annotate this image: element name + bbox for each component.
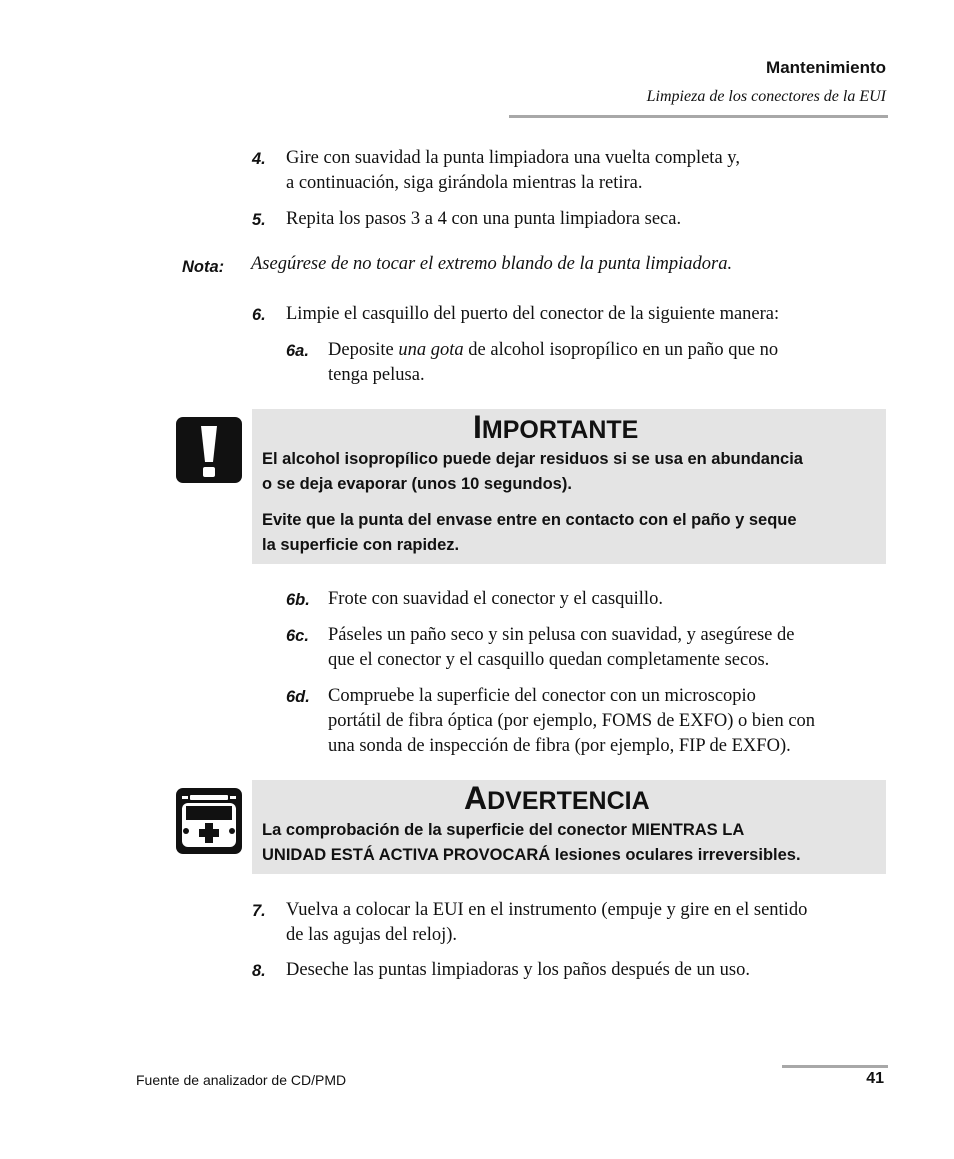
- important-paragraph-1: [262, 447, 803, 497]
- text-line: UNIDAD ESTÁ ACTIVA PROVOCARÁ lesiones oculares irreversibles.: [262, 846, 801, 864]
- exclamation-icon: [175, 416, 243, 484]
- text-line: El alcohol isopropílico puede dejar residuos si se usa en abundancia: [262, 450, 803, 468]
- page-number: 41: [866, 1070, 884, 1087]
- step-number: 5.: [252, 211, 266, 229]
- step-number: 6d.: [286, 688, 310, 706]
- title-rest: DVERTENCIA: [487, 787, 650, 815]
- warning-title: [464, 780, 650, 817]
- text-run: Deposite: [328, 340, 399, 360]
- footer-document-title: Fuente de analizador de CD/PMD: [136, 1072, 347, 1088]
- step-4-text: [286, 146, 740, 196]
- step-number: 6b.: [286, 591, 310, 609]
- text-line: o se deja evaporar (unos 10 segundos).: [262, 475, 572, 493]
- running-header-subtitle: Limpieza de los conectores de la EUI: [646, 88, 886, 105]
- header-rule: [509, 115, 888, 118]
- running-header-title: Mantenimiento: [766, 58, 886, 77]
- text-line: Evite que la punta del envase entre en contacto con el paño y seque: [262, 511, 797, 529]
- title-rest: MPORTANTE: [481, 416, 639, 444]
- important-box: [252, 409, 886, 564]
- important-paragraph-2: [262, 508, 797, 558]
- step-number: 4.: [252, 150, 266, 168]
- text-line: a continuación, siga girándola mientras la retira.: [286, 173, 643, 193]
- step-8-text: Deseche las puntas limpiadoras y los paños después de un uso.: [286, 960, 750, 980]
- ambulance-icon: [175, 787, 243, 855]
- step-6b-text: Frote con suavidad el conector y el casquillo.: [328, 589, 663, 609]
- step-number: 7.: [252, 902, 266, 920]
- text-line: la superficie con rapidez.: [262, 536, 460, 554]
- text-run: de alcohol isopropílico en un paño que no: [463, 340, 779, 360]
- important-title: [473, 409, 638, 446]
- emphasis-text: una gota: [398, 340, 464, 360]
- text-line: de las agujas del reloj).: [286, 925, 458, 945]
- text-line: Páseles un paño seco y sin pelusa con suavidad, y asegúrese de: [328, 625, 795, 645]
- step-6-text: Limpie el casquillo del puerto del conector de la siguiente manera:: [286, 304, 780, 324]
- step-5-text: Repita los pasos 3 a 4 con una punta limpiadora seca.: [286, 209, 682, 229]
- text-line: Compruebe la superficie del conector con un microscopio: [328, 686, 756, 706]
- note-label: Nota:: [182, 258, 225, 276]
- footer-rule: [782, 1065, 888, 1068]
- text-line: [328, 338, 778, 363]
- step-6d-text: [328, 684, 815, 759]
- text-line: Vuelva a colocar la EUI en el instrumento (empuje y gire en el sentido: [286, 900, 808, 920]
- title-initial: I: [473, 409, 482, 445]
- note-text: Asegúrese de no tocar el extremo blando de la punta limpiadora.: [251, 254, 733, 274]
- step-number: 8.: [252, 962, 266, 980]
- text-line: Gire con suavidad la punta limpiadora una vuelta completa y,: [286, 148, 740, 168]
- text-line: portátil de fibra óptica (por ejemplo, FOMS de EXFO) o bien con: [328, 711, 816, 731]
- step-7-text: [286, 898, 807, 948]
- step-number: 6a.: [286, 342, 309, 360]
- text-line: tenga pelusa.: [328, 365, 425, 385]
- text-line: que el conector y el casquillo quedan completamente secos.: [328, 650, 770, 670]
- warning-box: [252, 780, 886, 874]
- step-number: 6c.: [286, 627, 309, 645]
- step-6c-text: [328, 623, 794, 673]
- text-line: una sonda de inspección de fibra (por ejemplo, FIP de EXFO).: [328, 736, 791, 756]
- step-6a-text: [328, 338, 778, 388]
- text-line: La comprobación de la superficie del conector MIENTRAS LA: [262, 821, 745, 839]
- step-number: 6.: [252, 306, 266, 324]
- title-initial: A: [464, 780, 488, 816]
- warning-text: [262, 818, 801, 868]
